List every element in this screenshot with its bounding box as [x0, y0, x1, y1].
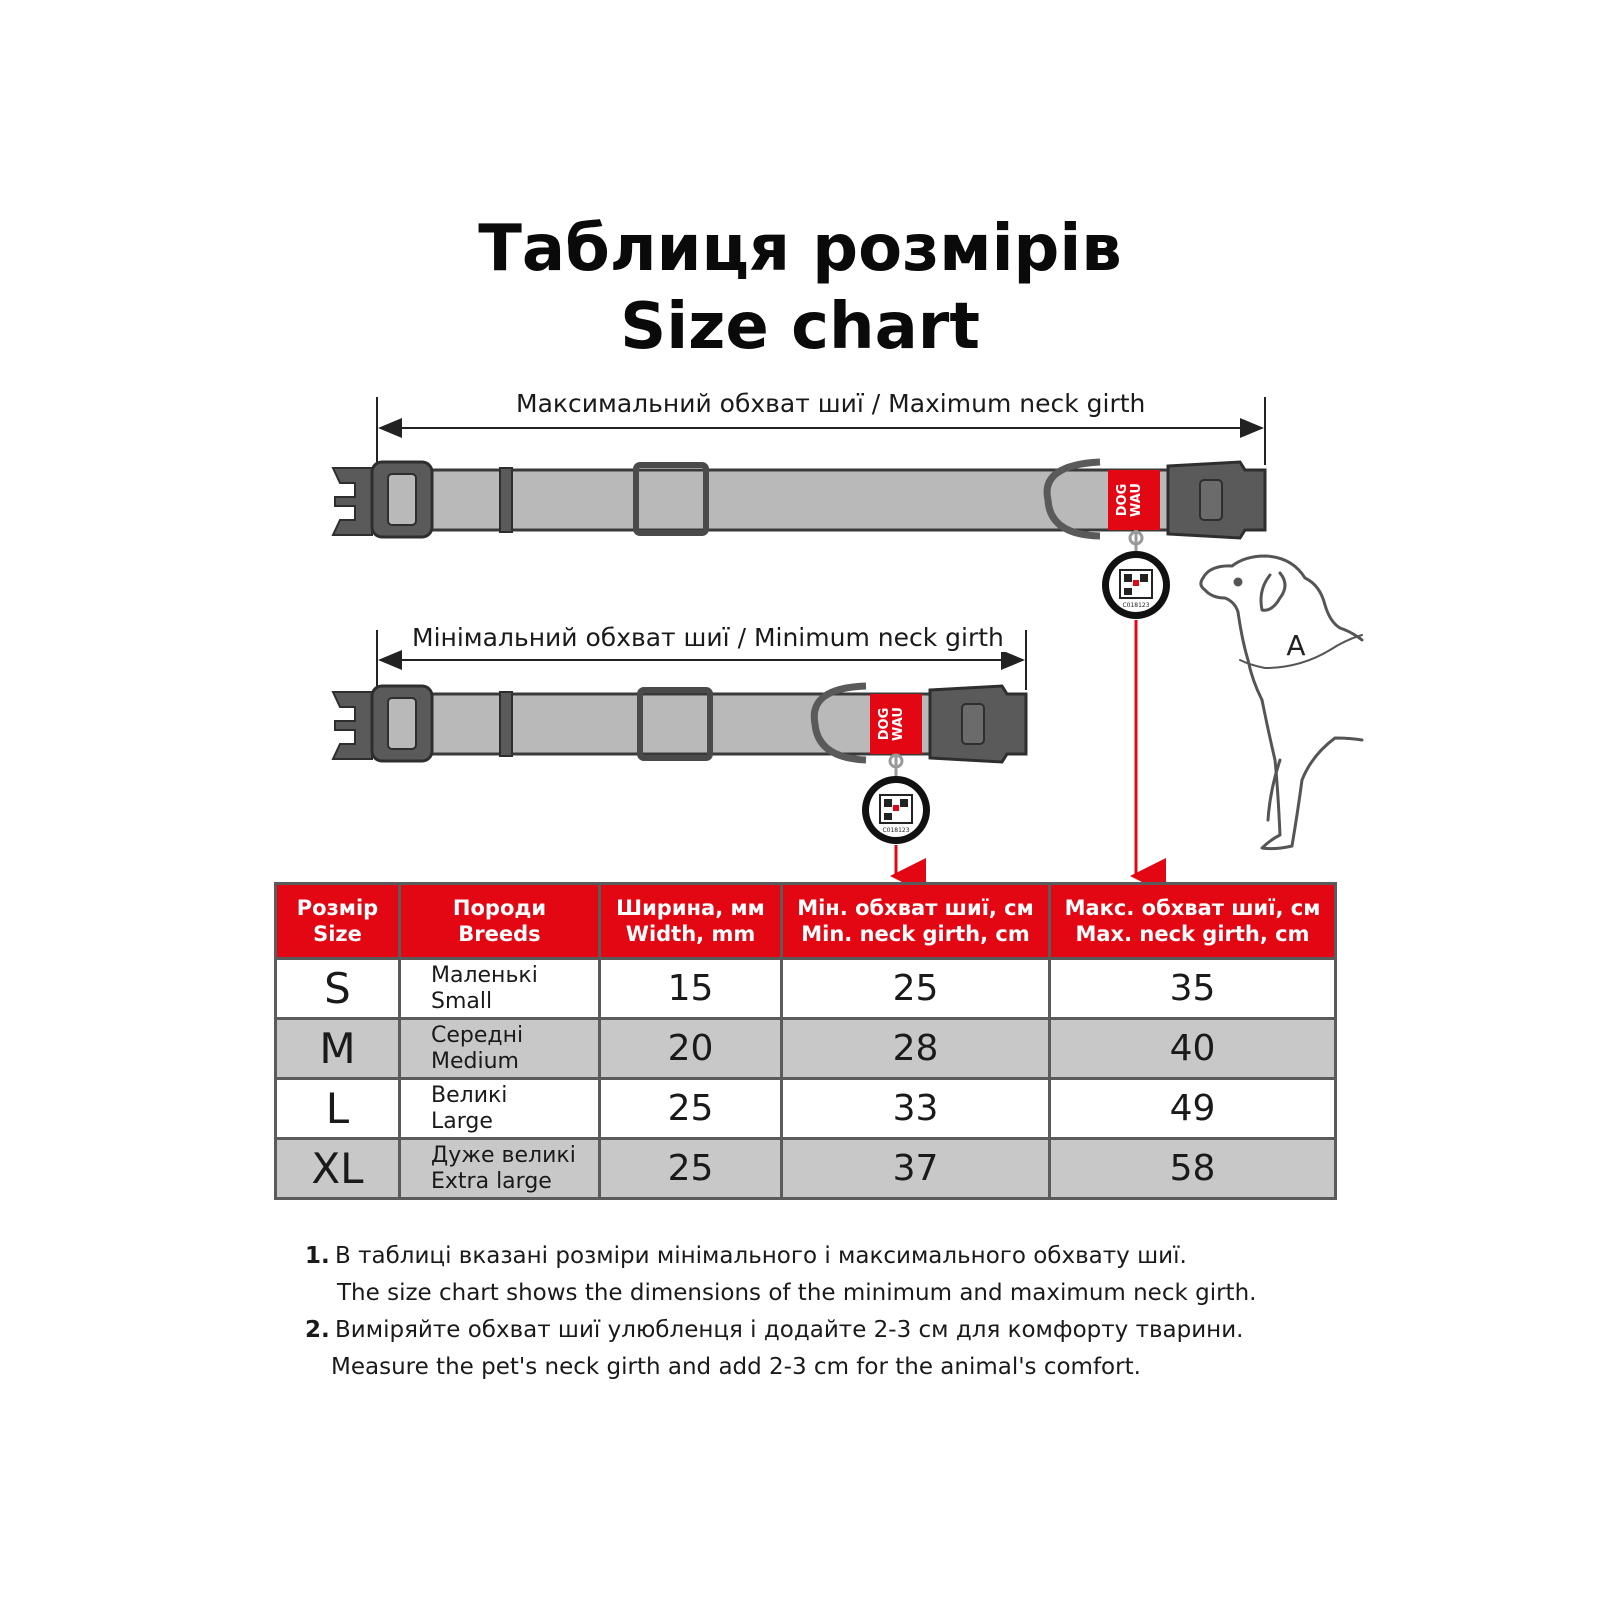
cell-min-girth: 33: [782, 1079, 1050, 1139]
note-2-en: Measure the pet's neck girth and add 2-3 cm for the animal's comfort.: [331, 1354, 1141, 1380]
cell-size: M: [276, 1019, 400, 1079]
table-row: [276, 959, 1336, 1019]
collar-min: [333, 686, 1026, 876]
tag-text-wau-min: WAU: [891, 707, 906, 741]
cell-breed: Великі Large: [400, 1079, 600, 1139]
cell-width: 20: [600, 1019, 782, 1079]
cell-breed: Дуже великі Extra large: [400, 1139, 600, 1199]
note-text-ua: Виміряйте обхват шиї улюбленця і додайте 2-3 см для комфорту тварини.: [335, 1317, 1244, 1343]
size-table: [274, 882, 1337, 1200]
note-number: 2.: [305, 1317, 330, 1343]
cell-min-girth: 28: [782, 1019, 1050, 1079]
tag-text-dog: DOG: [1115, 483, 1130, 517]
cell-size: XL: [276, 1139, 400, 1199]
note-number: 1.: [305, 1243, 330, 1269]
min-girth-label: Мінімальний обхват шиї / Minimum neck girth: [408, 623, 1008, 652]
note-1-en: The size chart shows the dimensions of the minimum and maximum neck girth.: [337, 1280, 1257, 1306]
notes: [305, 1238, 1355, 1386]
qr-id-min: C018123: [882, 827, 910, 834]
cell-size: L: [276, 1079, 400, 1139]
header-width: Ширина, мм Width, mm: [600, 884, 782, 959]
header-size: Розмір Size: [276, 884, 400, 959]
table-row: [276, 1139, 1336, 1199]
note-text-ua: В таблиці вказані розміри мінімального і максимального обхвату шиї.: [335, 1243, 1187, 1269]
cell-min-girth: 25: [782, 959, 1050, 1019]
note-2: [305, 1312, 1355, 1349]
cell-breed: Середні Medium: [400, 1019, 600, 1079]
table-header-row: [276, 884, 1336, 959]
qr-id-max: C018123: [1122, 602, 1150, 609]
header-max-girth: Макс. обхват шиї, см Max. neck girth, cm: [1050, 884, 1336, 959]
table-row: [276, 1079, 1336, 1139]
tag-text-dog-min: DOG: [877, 707, 892, 741]
cell-breed: Маленькі Small: [400, 959, 600, 1019]
collar-max: [333, 462, 1265, 876]
cell-width: 25: [600, 1079, 782, 1139]
cell-max-girth: 40: [1050, 1019, 1336, 1079]
cell-max-girth: 58: [1050, 1139, 1336, 1199]
tag-text-wau: WAU: [1129, 483, 1144, 517]
cell-width: 25: [600, 1139, 782, 1199]
dog-label-a: A: [1286, 629, 1306, 662]
note-1: [305, 1238, 1355, 1275]
header-breeds: Породи Breeds: [400, 884, 600, 959]
table-row: [276, 1019, 1336, 1079]
cell-max-girth: 49: [1050, 1079, 1336, 1139]
header-min-girth: Мін. обхват шиї, см Min. neck girth, cm: [782, 884, 1050, 959]
max-girth-label: Максимальний обхват шиї / Maximum neck girth: [512, 389, 1149, 418]
cell-min-girth: 37: [782, 1139, 1050, 1199]
cell-max-girth: 35: [1050, 959, 1336, 1019]
page-title: Таблиця розмірів: [478, 212, 1122, 286]
dog-outline: [1201, 556, 1362, 849]
cell-width: 15: [600, 959, 782, 1019]
cell-size: S: [276, 959, 400, 1019]
page-subtitle: Size chart: [620, 290, 980, 364]
